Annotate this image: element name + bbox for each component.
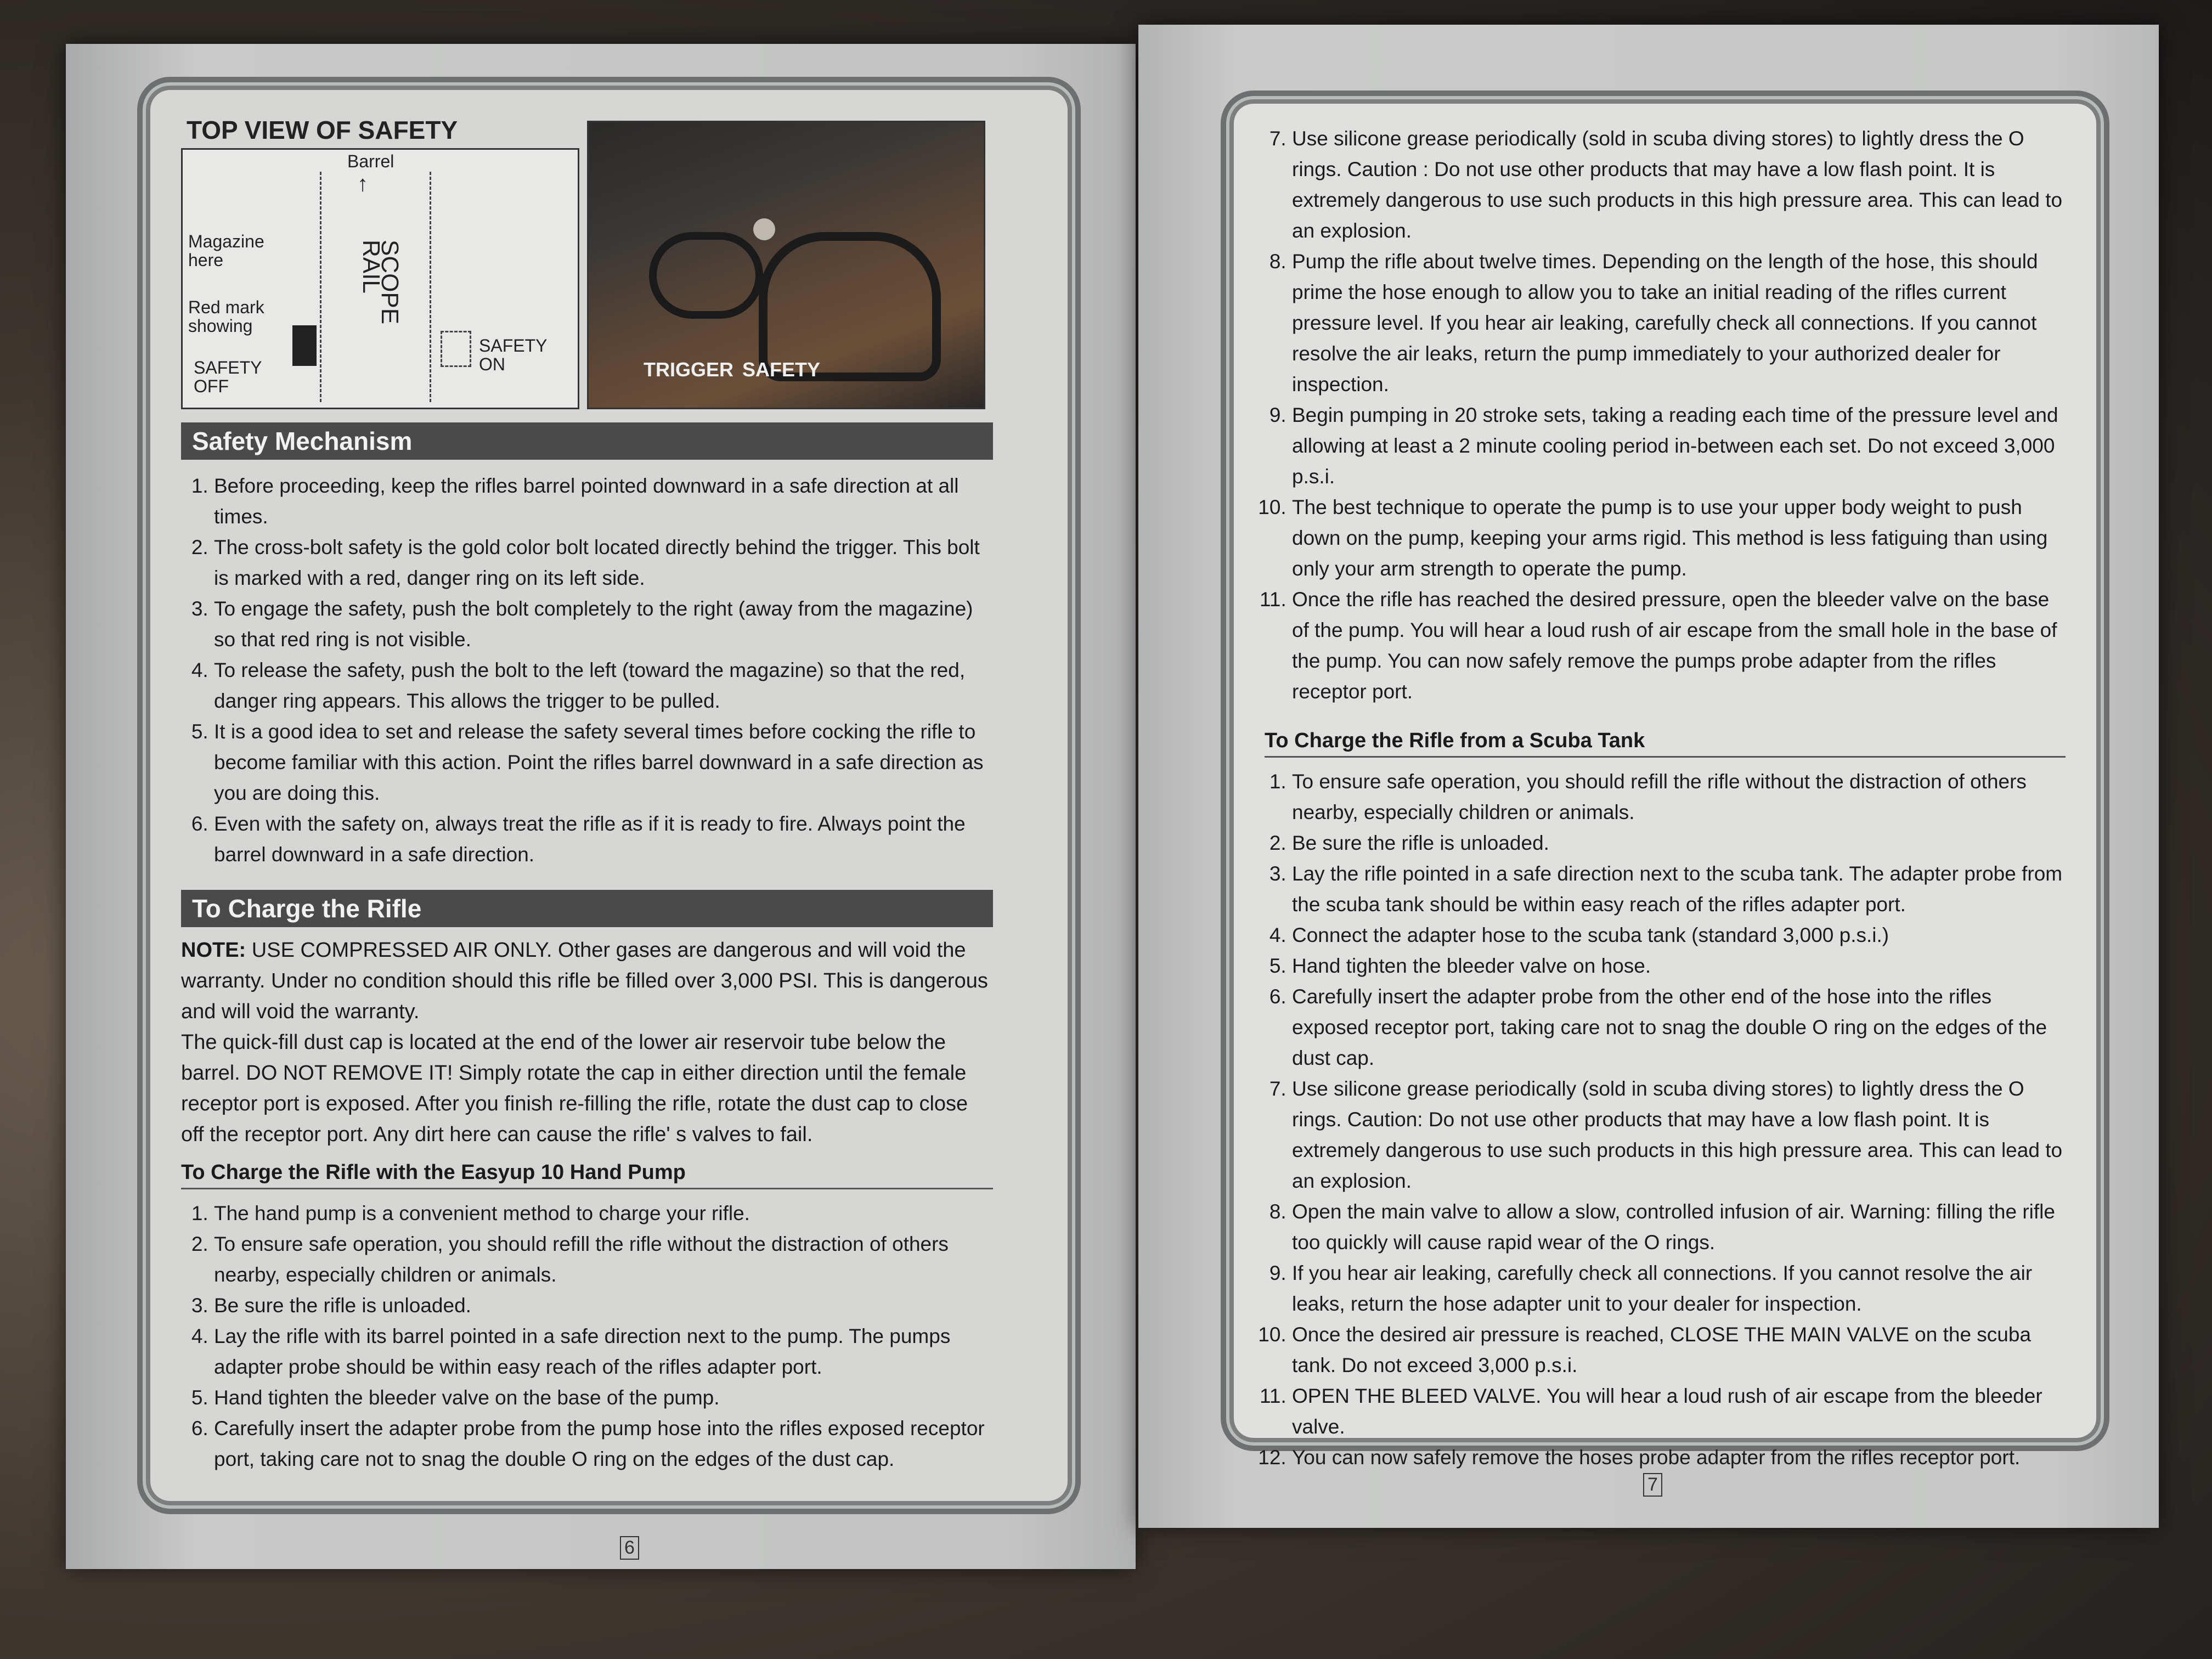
safety-button-icon xyxy=(753,218,775,240)
hand-pump-list xyxy=(181,1198,993,1475)
list-item: 1. Before proceeding, keep the rifles barrel pointed downward in a safe direction at all times. xyxy=(214,471,993,532)
trigger-guard-shape xyxy=(649,232,763,319)
scope-rail-line-right xyxy=(430,172,431,402)
list-item: 2. Be sure the rifle is unloaded. xyxy=(1292,828,2066,859)
charge-note xyxy=(181,935,993,1027)
list-item: 6. Even with the safety on, always treat the rifle as if it is ready to fire. Always point the barrel downward in a safe direction. xyxy=(214,809,993,870)
list-item: 9. Begin pumping in 20 stroke sets, taking a reading each time of the pressure level and allowing at least a 2 minute cooling period in-between each set. Do not exceed 3,000 p.s.i. xyxy=(1292,400,2066,492)
scuba-heading: To Charge the Rifle from a Scuba Tank xyxy=(1265,729,2066,758)
safety-mechanism-heading: Safety Mechanism xyxy=(181,422,993,460)
diagram-title: TOP VIEW OF SAFETY xyxy=(187,116,458,144)
list-item: 1. The hand pump is a convenient method to charge your rifle. xyxy=(214,1198,993,1229)
list-item: 10. The best technique to operate the pump is to use your upper body weight to push down on the pump, keeping your arms rigid. This method is less fatiguing than using only your arm strength to operate the pump. xyxy=(1292,492,2066,584)
list-item: 8. Pump the rifle about twelve times. Depending on the length of the hose, this should prime the hose enough to allow you to take an initial reading of the rifles current pressure level. If you hear air leaking, carefully check all connections. If you cannot resolve the air leaks, return the pump immediately to your authorized dealer for inspection. xyxy=(1292,246,2066,400)
manual-page-right xyxy=(1138,25,2159,1528)
list-item: 2. The cross-bolt safety is the gold color bolt located directly behind the trigger. This bolt is marked with a red, danger ring on its left side. xyxy=(214,532,993,594)
list-item: 4. Connect the adapter hose to the scuba tank (standard 3,000 p.s.i.) xyxy=(1292,920,2066,951)
list-item: 2. To ensure safe operation, you should refill the rifle without the distraction of others nearby, especially children or animals. xyxy=(214,1229,993,1290)
note-label: NOTE: xyxy=(181,939,246,962)
safety-off-label: SAFETY OFF xyxy=(194,358,262,396)
list-item: 3. Be sure the rifle is unloaded. xyxy=(214,1290,993,1321)
list-item: 5. Hand tighten the bleeder valve on the base of the pump. xyxy=(214,1383,993,1413)
scope-rail-label: SCOPE RAIL xyxy=(358,240,403,325)
list-item: 1. To ensure safe operation, you should refill the rifle without the distraction of others nearby, especially children or animals. xyxy=(1292,766,2066,828)
page-number-left: 6 xyxy=(620,1536,639,1560)
safety-on-label: SAFETY ON xyxy=(479,336,547,374)
list-item: 6. Carefully insert the adapter probe from the other end of the hose into the rifles exposed receptor port, taking care not to snag the double O ring on the edges of the dust cap. xyxy=(1292,981,2066,1074)
trigger-label: TRIGGER xyxy=(644,358,734,381)
list-item: 7. Use silicone grease periodically (sold in scuba diving stores) to lightly dress the O rings. Caution: Do not use other products that may have a low flash point. It is extremely dangerous to use such products in this high pressure area. This can lead to an explosion. xyxy=(1292,1074,2066,1197)
list-item: 3. Lay the rifle pointed in a safe direction next to the scuba tank. The adapter probe from the scuba tank should be within easy reach of the rifles adapter port. xyxy=(1292,859,2066,920)
safety-bolt-on xyxy=(441,331,471,367)
safety-mechanism-list xyxy=(181,471,993,870)
magazine-label: Magazine here xyxy=(188,232,264,270)
scuba-list xyxy=(1265,766,2066,1473)
list-item: 7. Use silicone grease periodically (sold in scuba diving stores) to lightly dress the O rings. Caution : Do not use other products that may have a low flash point. It is extremely dangerous to use such products in this high pressure area. This can lead to an explosion. xyxy=(1292,123,2066,246)
rifle-trigger-photo xyxy=(587,121,985,409)
barrel-label: Barrel xyxy=(347,151,394,171)
list-item: 12. You can now safely remove the hoses probe adapter from the rifles receptor port. xyxy=(1292,1442,2066,1473)
list-item: 6. Carefully insert the adapter probe from the pump hose into the rifles exposed receptor port, taking care not to snag the double O ring on the edges of the dust cap. xyxy=(214,1413,993,1475)
top-view-diagram xyxy=(181,148,579,409)
list-item: 10. Once the desired air pressure is reached, CLOSE THE MAIN VALVE on the scuba tank. Do not exceed 3,000 p.s.i. xyxy=(1292,1319,2066,1381)
scope-rail-line-left xyxy=(320,172,321,402)
charge-rifle-heading: To Charge the Rifle xyxy=(181,890,993,927)
list-item: 5. It is a good idea to set and release the safety several times before cocking the rifle to become familiar with this action. Point the rifles barrel downward in a safe direction as you are doing this. xyxy=(214,716,993,809)
page-number-right: 7 xyxy=(1643,1473,1662,1497)
note-text: USE COMPRESSED AIR ONLY. Other gases are dangerous and will void the warranty. Under no condition should this rifle be filled over 3,000 PSI. This is dangerous and will void the warranty. xyxy=(181,939,988,1023)
list-item: 11. Once the rifle has reached the desired pressure, open the bleeder valve on the base of the pump. You will hear a loud rush of air escape from the small hole in the base of the pump. You can now safely remove the pumps probe adapter from the rifles receptor port. xyxy=(1292,584,2066,707)
charge-paragraph: The quick-fill dust cap is located at the end of the lower air reservoir tube below the barrel. DO NOT REMOVE IT! Simply rotate the cap in either direction until the female receptor port is exposed. After you finish re-filling the rifle, rotate the dust cap to close off the receptor port. Any dirt here can cause the rifle' s valves to fail. xyxy=(181,1031,968,1146)
list-item: 9. If you hear air leaking, carefully check all connections. If you cannot resolve the air leaks, return the hose adapter unit to your dealer for inspection. xyxy=(1292,1258,2066,1319)
pump-continued-list xyxy=(1265,123,2066,707)
arrow-up-icon: ↑ xyxy=(357,172,368,196)
hand-pump-heading: To Charge the Rifle with the Easyup 10 Hand Pump xyxy=(181,1161,993,1189)
list-item: 3. To engage the safety, push the bolt completely to the right (away from the magazine) so that red ring is not visible. xyxy=(214,594,993,655)
page-frame-left xyxy=(137,77,1081,1514)
manual-page-left xyxy=(66,44,1136,1569)
red-mark-label: Red mark showing xyxy=(188,297,264,336)
list-item: 5. Hand tighten the bleeder valve on hose. xyxy=(1292,951,2066,981)
list-item: 4. To release the safety, push the bolt to the left (toward the magazine) so that the red, danger ring appears. This allows the trigger to be pulled. xyxy=(214,655,993,716)
list-item: 8. Open the main valve to allow a slow, controlled infusion of air. Warning: filling the rifle too quickly will cause rapid wear of the O rings. xyxy=(1292,1197,2066,1258)
safety-bolt-off xyxy=(292,325,317,366)
page-frame-right xyxy=(1221,91,2109,1469)
list-item: 4. Lay the rifle with its barrel pointed in a safe direction next to the pump. The pumps adapter probe should be within easy reach of the rifles adapter port. xyxy=(214,1321,993,1383)
list-item: 11. OPEN THE BLEED VALVE. You will hear a loud rush of air escape from the bleeder valve. xyxy=(1292,1381,2066,1442)
safety-photo-label: SAFETY xyxy=(742,358,821,381)
